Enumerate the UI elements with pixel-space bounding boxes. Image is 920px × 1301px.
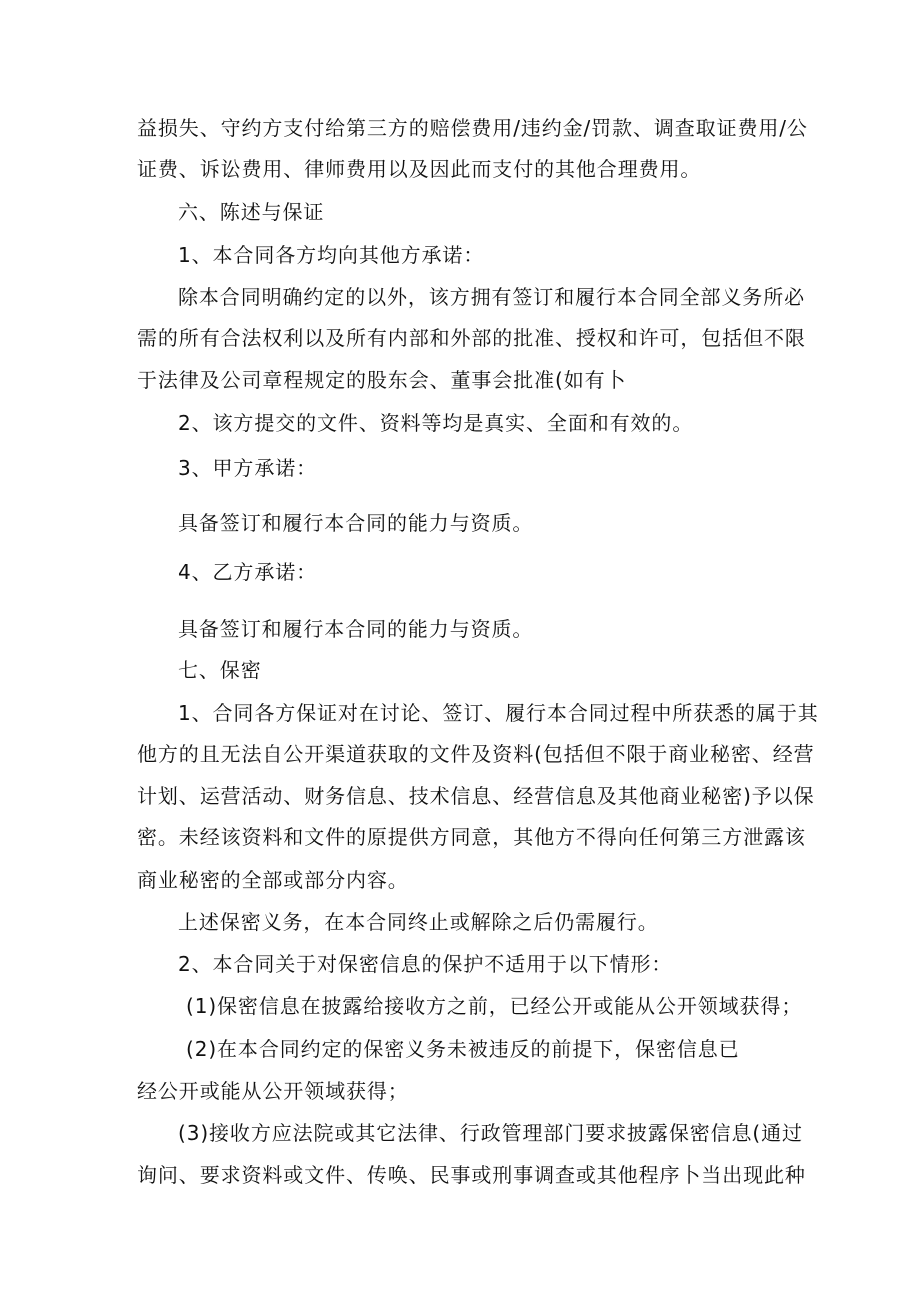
paragraph-line: 上述保密义务，在本合同终止或解除之后仍需履行。: [178, 910, 659, 934]
clause-title: 4、乙方承诺：: [178, 560, 318, 584]
section-heading: 六、陈述与保证: [178, 200, 325, 224]
paragraph-line: 证费、诉讼费用、律师费用以及因此而支付的其他合理费用。: [137, 157, 702, 181]
paragraph-line: 经公开或能从公开领域获得；: [137, 1079, 409, 1103]
clause-title: 2、该方提交的文件、资料等均是真实、全面和有效的。: [178, 411, 694, 435]
paragraph-line: 除本合同明确约定的以外，该方拥有签订和履行本合同全部义务所必: [178, 285, 805, 309]
clause-title: 1、本合同各方均向其他方承诺：: [178, 243, 485, 267]
paragraph-line: 具备签订和履行本合同的能力与资质。: [178, 617, 534, 641]
clause-title: 1、合同各方保证对在讨论、签订、履行本合同过程中所获悉的属于其: [178, 701, 819, 725]
paragraph-line: 计划、运营活动、财务信息、技术信息、经营信息及其他商业秘密)予以保: [137, 784, 815, 808]
section-heading: 七、保密: [178, 658, 262, 682]
clause-title: 3、甲方承诺：: [178, 456, 318, 480]
paragraph-line: 益损失、守约方支付给第三方的赔偿费用/违约金/罚款、调查取证费用/公: [137, 116, 808, 140]
list-item: (1)保密信息在披露给接收方之前，已经公开或能从公开领域获得；: [186, 994, 803, 1018]
list-item: (3)接收方应法院或其它法律、行政管理部门要求披露保密信息(通过: [178, 1121, 803, 1145]
paragraph-line: 具备签订和履行本合同的能力与资质。: [178, 511, 534, 535]
paragraph-line: 他方的且无法自公开渠道获取的文件及资料(包括但不限于商业秘密、经营: [137, 742, 815, 766]
list-item: (2)在本合同约定的保密义务未被违反的前提下，保密信息已: [186, 1037, 740, 1061]
paragraph-line: 询问、要求资料或文件、传唤、民事或刑事调查或其他程序卜当出现此种: [137, 1163, 806, 1187]
paragraph-line: 于法律及公司章程规定的股东会、董事会批准(如有卜: [137, 368, 627, 392]
clause-title: 2、本合同关于对保密信息的保护不适用于以下情形：: [178, 952, 673, 976]
paragraph-line: 密。未经该资料和文件的原提供方同意，其他方不得向任何第三方泄露该: [137, 825, 806, 849]
paragraph-line: 需的所有合法权利以及所有内部和外部的批准、授权和许可，包括但不限: [137, 326, 806, 350]
paragraph-line: 商业秘密的全部或部分内容。: [137, 868, 409, 892]
